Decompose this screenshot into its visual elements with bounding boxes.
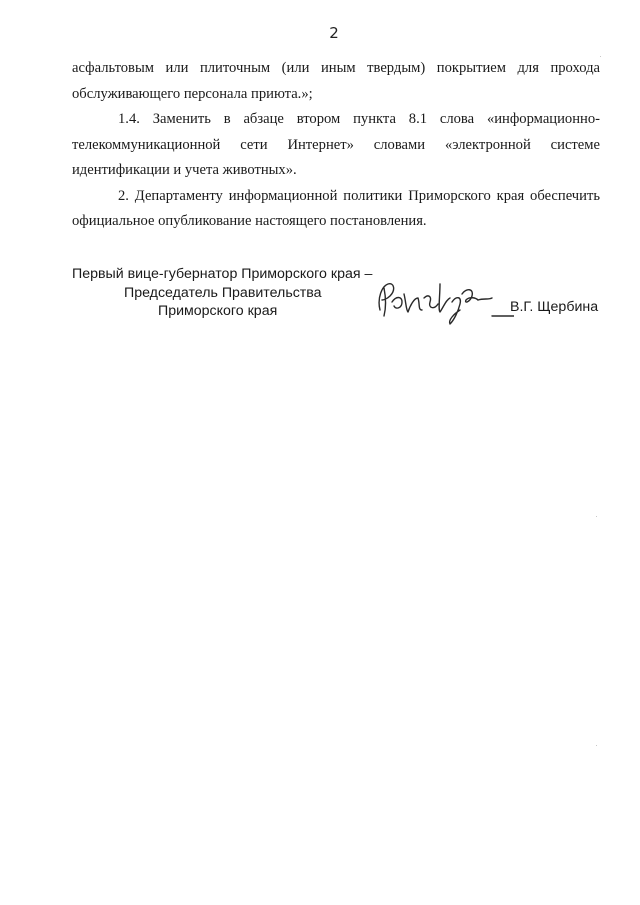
scan-speck xyxy=(596,745,597,746)
paragraph-continuation: асфальтовым или плиточным (или иным твердым) покрытием для прохода обслуживающего персонала приюта.»; xyxy=(72,60,600,102)
handwritten-signature-icon xyxy=(374,276,514,326)
signatory-position-line-1: Первый вице-губернатор Приморского края – xyxy=(72,266,373,282)
page-number: 2 xyxy=(329,24,339,42)
document-body xyxy=(72,56,600,235)
paragraph-item-1-4: 1.4. Заменить в абзаце втором пункта 8.1 слова «информационно-телекоммуникационной сети Интернет» словами «электронной системе идентификации и учета животных». xyxy=(72,111,600,178)
scan-speck xyxy=(600,56,601,57)
scan-speck xyxy=(596,516,597,517)
signatory-position-line-2: Председатель Правительства xyxy=(124,285,322,301)
signature-block xyxy=(72,266,600,326)
signatory-name: В.Г. Щербина xyxy=(510,299,599,315)
signatory-position-line-3: Приморского края xyxy=(158,303,278,319)
paragraph-item-2: 2. Департаменту информационной политики Приморского края обеспечить официальное опубликование настоящего постановления. xyxy=(72,187,600,229)
